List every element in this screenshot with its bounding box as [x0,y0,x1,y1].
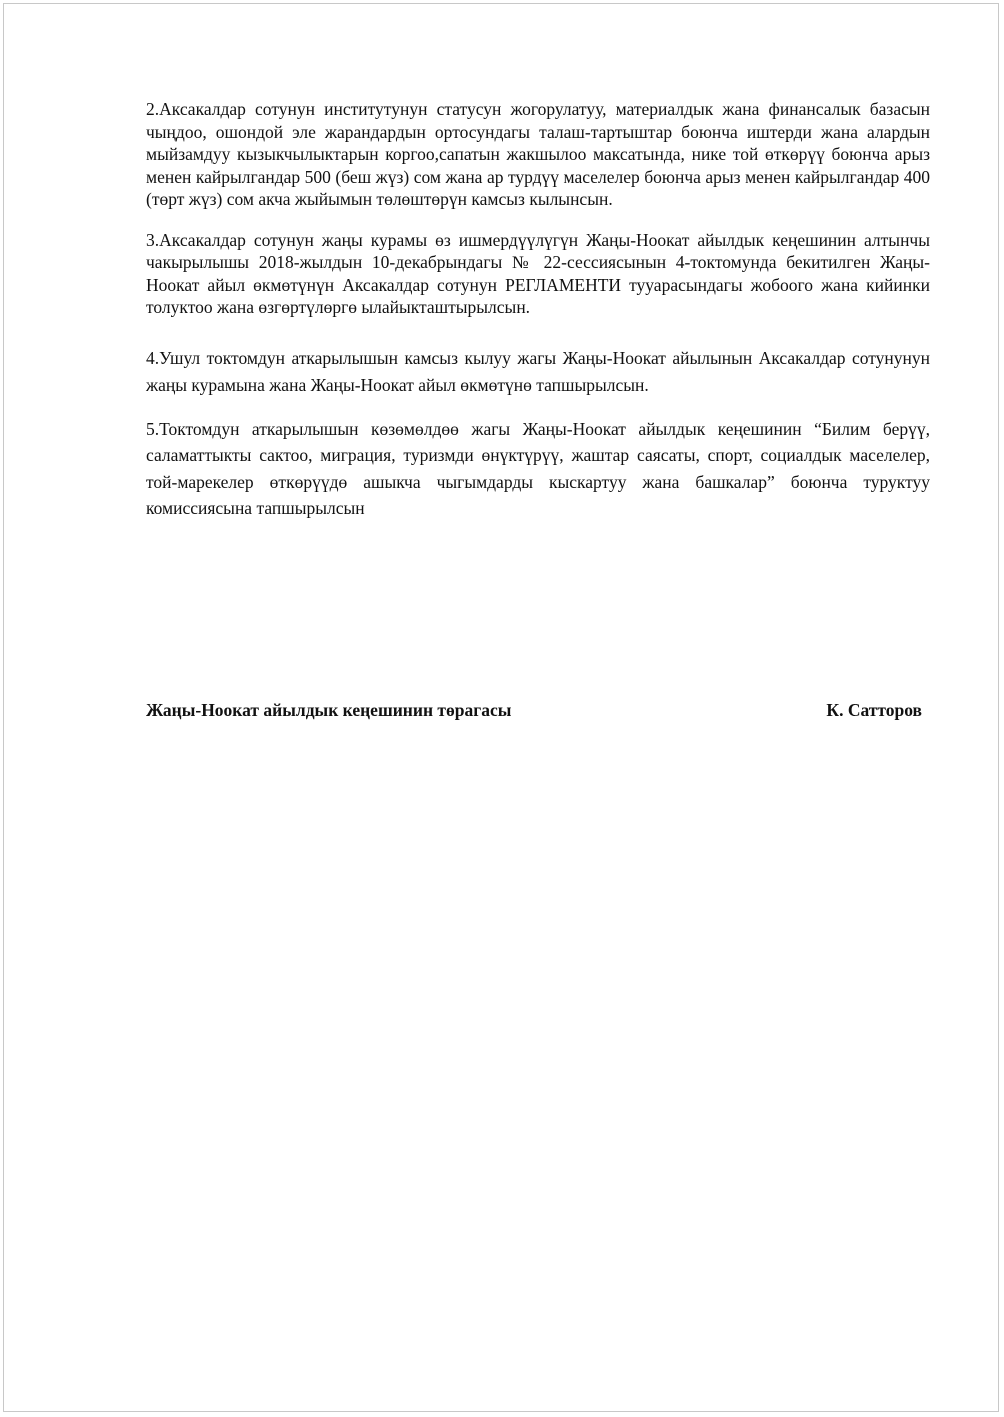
paragraph-2: 2.Аксакалдар сотунун институтунун статусун жогорулатуу, материалдык жана финансалык базасын чыңдоо, ошондой эле жарандардын ортосундагы талаш-тартыштар боюнча иштерди жана алардын мыйзамдуу кызыкчылыктарын коргоо,сапатын жакшылоо максатында, нике той өткөрүү боюнча арыз менен кайрылгандар 500 (беш жүз) сом жана ар турдүү маселелер боюнча арыз менен кайрылгандар 400 (төрт жүз) сом акча жыйымын төлөштөрүн камсыз кылынсын. [146,99,930,209]
signatory-position: Жаңы-Ноокат айылдык кеңешинин төрагасы [146,700,512,720]
paragraph-4: 4.Ушул токтомдун аткарылышын камсыз кылуу жагы Жаңы-Ноокат айылынын Аксакалдар сотунунун жаңы курамына жана Жаңы-Ноокат айыл өкмөтүнө тапшырылсын. [146,347,930,395]
document-body [146,98,930,522]
paragraph-5: 5.Токтомдун аткарылышын көзөмөлдөө жагы Жаңы-Ноокат айылдык кеңешинин “Билим берүү, саламаттыкты сактоо, миграция, туризмди өнүктүрүү, жаштар саясаты, спорт, социалдык маселелер, той-марекелер өткөрүүдө ашыкча чыгымдарды кыскартуу жана башкалар” боюнча туруктуу комиссиясына тапшырылсын [146,418,930,518]
signature-block [146,700,922,721]
paragraph-3: 3.Аксакалдар сотунун жаңы курамы өз ишмердүүлүгүн Жаңы-Ноокат айылдык кеңешинин алтынчы чакырылышы 2018-жылдын 10-декабрындагы № 22-сессиясынын 4-токтомунда бекитилген Жаңы-Ноокат айыл өкмөтүнүн Аксакалдар сотунун РЕГЛАМЕНТИ тууарасындагы жобоого жана кийинки толуктоо жана өзгөртүлөргө ылайыкташтырылсын. [146,229,930,317]
signatory-name: К. Сатторов [826,700,922,720]
